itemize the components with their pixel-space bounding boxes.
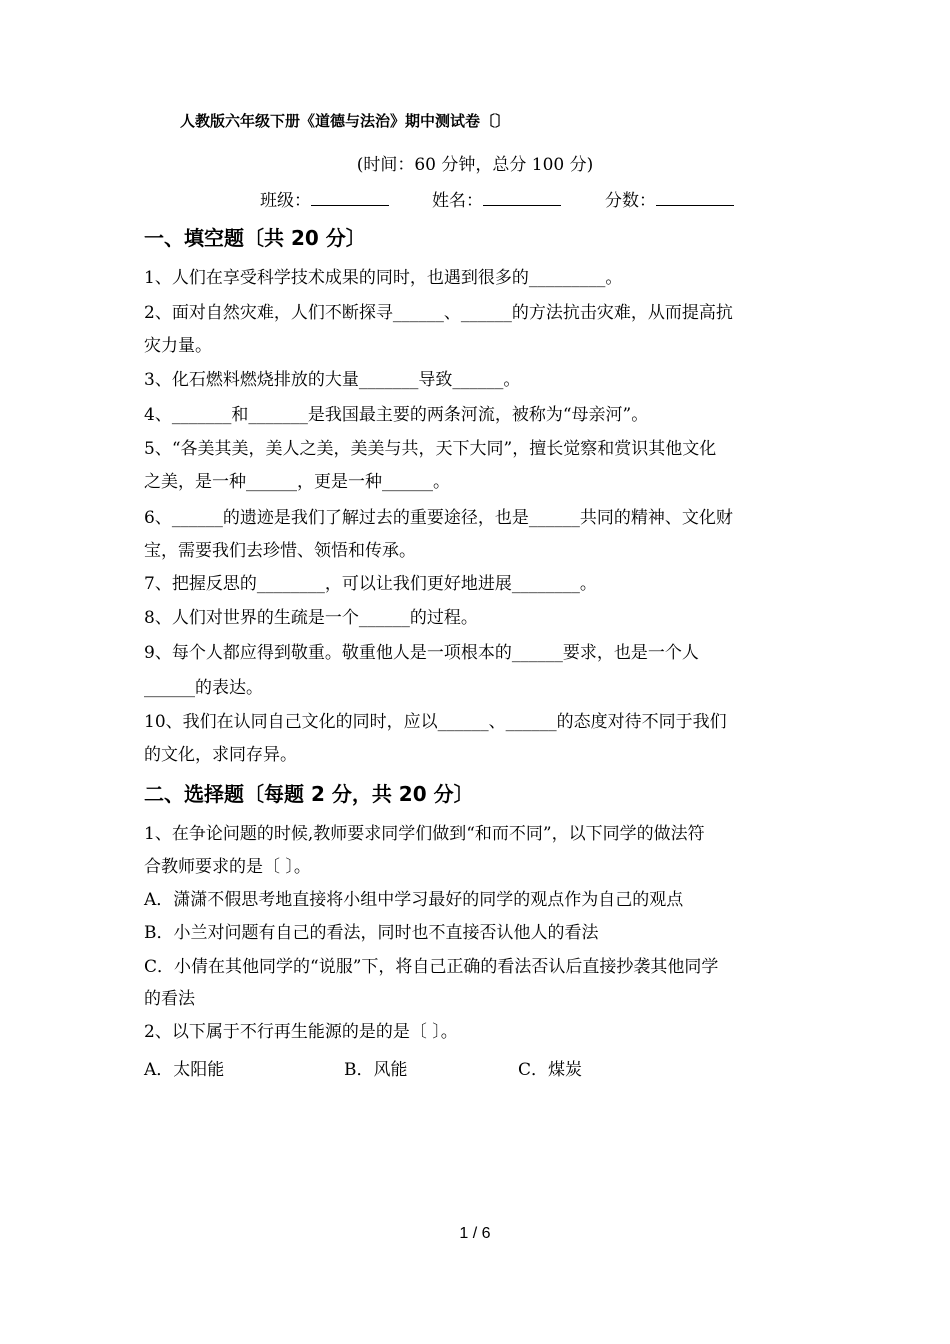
s2-question-1-line1: 1、在争论问题的时候,教师要求同学们做到“和而不同”，以下同学的做法符 (144, 824, 705, 844)
class-blank[interactable] (311, 187, 389, 206)
s1-question-1: 1、人们在享受科学技术成果的同时，也遇到很多的_________。 (144, 268, 623, 288)
s1-question-2-line1: 2、面对自然灾难，人们不断探寻______、______的方法抗击灾难，从而提高抗 (144, 303, 733, 323)
s1-question-3: 3、化石燃料燃烧排放的大量_______导致______。 (144, 370, 521, 390)
s1-question-9-line2: ______的表达。 (144, 678, 263, 698)
section2-heading: 二、选择题〔每题 2 分，共 20 分〕 (144, 782, 474, 806)
s2-question-1-line2: 合教师要求的是〔 〕。 (144, 857, 311, 877)
s1-question-10-line2: 的文化，求同存异。 (144, 745, 297, 765)
name-label: 姓名： (432, 191, 483, 211)
s1-question-5-line1: 5、“各美其美，美人之美，美美与共，天下大同”，擅长觉察和赏识其他文化 (144, 439, 717, 459)
exam-title: 人教版六年级下册《道德与法治》期中测试卷〔〕 (180, 112, 511, 130)
s1-question-2-line2: 灾力量。 (144, 336, 212, 356)
s1-question-6-line2: 宝，需要我们去珍惜、领悟和传承。 (144, 541, 416, 561)
page-number: 1 / 6 (459, 1225, 491, 1242)
s1-question-6-line1: 6、______的遗迹是我们了解过去的重要途径，也是______共同的精神、文化财 (144, 508, 733, 528)
s2-question-2-option-c: C．煤炭 (518, 1060, 583, 1080)
name-field (432, 186, 561, 211)
s2-question-1-option-c-line1: C．小倩在其他同学的“说服”下，将自己正确的看法否认后直接抄袭其他同学 (144, 957, 719, 977)
s2-question-2-option-b: B．风能 (344, 1060, 408, 1080)
s2-question-2-option-a: A．太阳能 (144, 1060, 225, 1080)
s2-question-1-option-c-line2: 的看法 (144, 989, 195, 1009)
s2-question-1-option-a: A．潇潇不假思考地直接将小组中学习最好的同学的观点作为自己的观点 (144, 890, 684, 910)
class-label: 班级： (260, 191, 311, 211)
score-blank[interactable] (656, 187, 734, 206)
s1-question-10-line1: 10、我们在认同自己文化的同时，应以______、______的态度对待不同于我们 (144, 712, 727, 732)
s2-question-1-option-b: B．小兰对问题有自己的看法，同时也不直接否认他人的看法 (144, 923, 599, 943)
section1-heading: 一、填空题〔共 20 分〕 (144, 226, 366, 250)
name-blank[interactable] (483, 187, 561, 206)
s1-question-4: 4、_______和_______是我国最主要的两条河流，被称为“母亲河”。 (144, 405, 649, 425)
s2-question-2: 2、以下属于不行再生能源的是的是〔 〕。 (144, 1022, 458, 1042)
s1-question-8: 8、人们对世界的生疏是一个______的过程。 (144, 608, 478, 628)
score-field (605, 186, 734, 211)
s1-question-9-line1: 9、每个人都应得到敬重。敬重他人是一项根本的______要求，也是一个人 (144, 643, 699, 663)
exam-subtitle: (时间：60 分钟，总分 100 分) (356, 155, 594, 175)
score-label: 分数： (605, 191, 656, 211)
class-field (260, 186, 389, 211)
s1-question-5-line2: 之美，是一种______，更是一种______。 (144, 472, 450, 492)
s1-question-7: 7、把握反思的________，可以让我们更好地进展________。 (144, 574, 597, 594)
